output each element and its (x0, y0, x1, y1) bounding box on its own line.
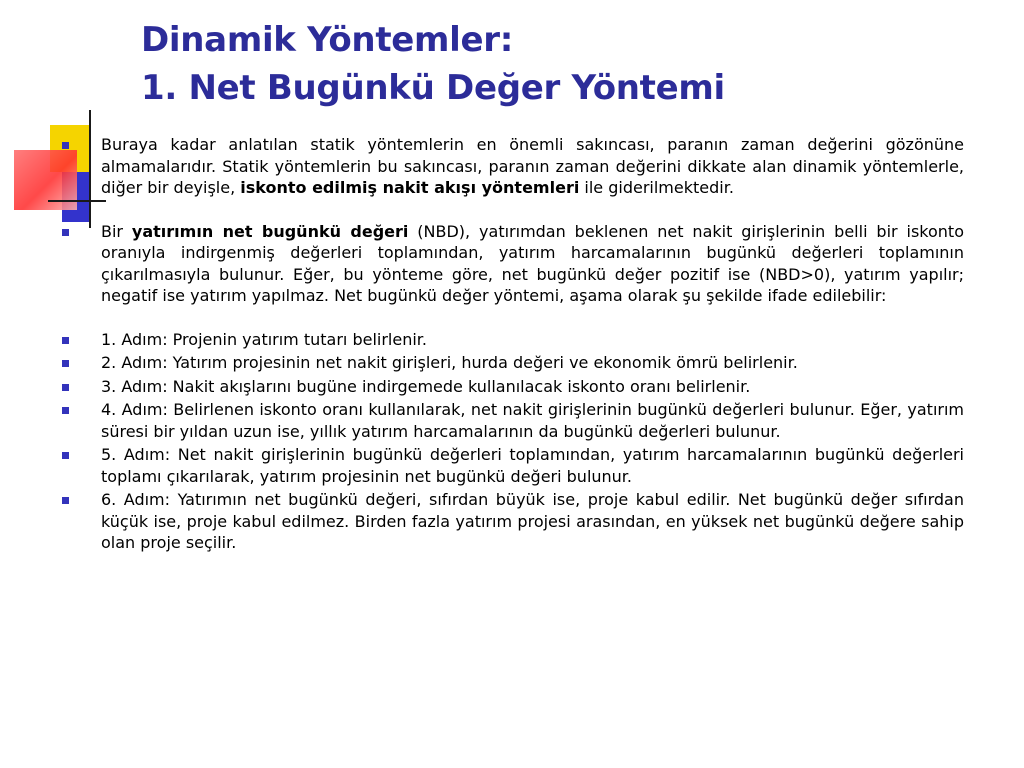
bullet-intro-bold: iskonto edilmiş nakit akışı yöntemleri (240, 178, 580, 197)
bullet-definition-text-end: (NBD), yatırımdan beklenen net nakit girişlerinin belli bir iskonto oranıyla indirgenmiş değerleri toplamından, yatırım harcamalarının bugünkü değerleri toplamının çıkarılmasıyla bulunur. Eğer, bu yönteme göre, net bugünkü değer pozitif ise (NBD>0), yatırım yapılır; negatif ise yatırım yapılmaz. Net bugünkü değer yöntemi, aşama olarak şu şekilde ifade edilebilir: (101, 221, 964, 305)
step-4: 4. Adım: Belirlenen iskonto oranı kullanılarak, net nakit girişlerinin bugünkü değerleri bulunur. Eğer, yatırım süresi bir yıldan uzun ise, yıllık yatırım harcamalarının da bugünkü değerleri bulunur. (60, 399, 964, 442)
bullet-list (60, 134, 964, 554)
slide-title (141, 16, 725, 112)
bullet-intro (60, 134, 964, 199)
title-line-1: Dinamik Yöntemler: (141, 20, 514, 60)
step-6: 6. Adım: Yatırımın net bugünkü değeri, sıfırdan büyük ise, proje kabul edilir. Net bugünkü değer sıfırdan küçük ise, proje kabul edilmez. Birden fazla yatırım projesi arasından, en yüksek net bugünkü değere sahip olan proje seçilir. (60, 489, 964, 554)
step-3: 3. Adım: Nakit akışlarını bugüne indirgemede kullanılacak iskonto oranı belirlenir. (60, 376, 964, 398)
bullet-definition (60, 221, 964, 307)
step-2: 2. Adım: Yatırım projesinin net nakit girişleri, hurda değeri ve ekonomik ömrü belirlenir. (60, 352, 964, 374)
step-5: 5. Adım: Net nakit girişlerinin bugünkü değerleri toplamından, yatırım harcamalarının bugünkü değerleri toplamı çıkarılarak, yatırım projesinin net bugünkü değeri bulunur. (60, 444, 964, 487)
bullet-definition-text: Bir (101, 221, 132, 241)
title-line-2: 1. Net Bugünkü Değer Yöntemi (141, 68, 725, 108)
step-1: 1. Adım: Projenin yatırım tutarı belirlenir. (60, 329, 964, 351)
bullet-definition-bold: yatırımın net bugünkü değeri (131, 221, 409, 241)
bullet-intro-text-end: ile giderilmektedir. (579, 178, 734, 197)
bullet-intro-text: Buraya kadar anlatılan statik yöntemlerin en önemli sakıncası, paranın zaman değerini gözönüne almamalarıdır. Statik yöntemlerin bu sakıncası, paranın zaman değerini dikkate alan dinamik yöntemlerle, diğer bir deyişle, (101, 135, 964, 197)
